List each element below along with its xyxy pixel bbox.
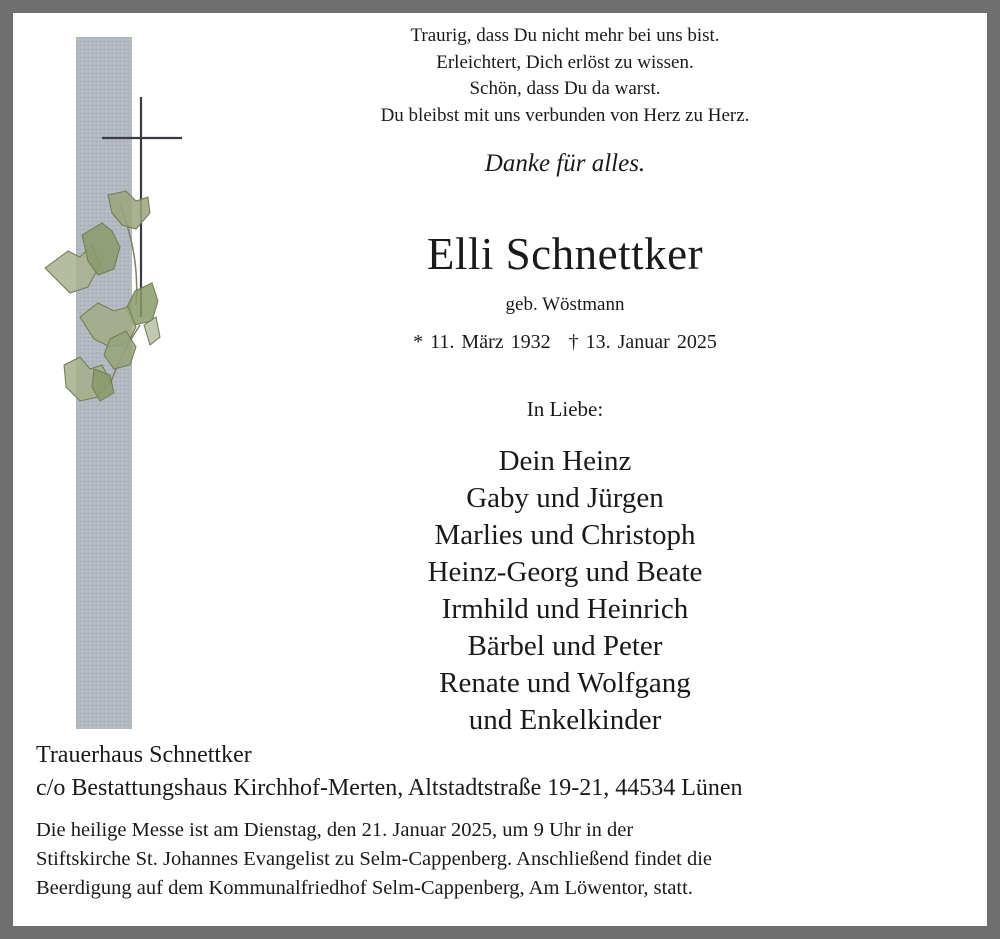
poem-line: Du bleibst mit uns verbunden von Herz zu Herz. (380, 104, 750, 126)
life-dates (200, 331, 930, 354)
service-line: Beerdigung auf dem Kommunalfriedhof Selm-Cappenberg, Am Löwentor, statt. (36, 877, 693, 899)
death-date: † 13. Januar 2025 (568, 331, 717, 353)
deceased-name: Elli Schnettker (426, 229, 704, 279)
mourning-house-title: Trauerhaus Schnettker (36, 742, 252, 768)
mourner: Dein Heinz (498, 445, 632, 477)
in-love-heading: In Liebe: (526, 397, 604, 421)
service-info (36, 816, 976, 903)
mourner: Heinz-Georg und Beate (427, 556, 703, 588)
mourner: Renate und Wolfgang (439, 667, 691, 699)
poem-line: Traurig, dass Du nicht mehr bei uns bist. (410, 25, 720, 46)
mourner: Bärbel und Peter (467, 630, 663, 662)
mourning-house (36, 739, 976, 805)
mourners-list (200, 443, 930, 739)
thanks-line: Danke für alles. (484, 150, 646, 177)
mourning-house-address: c/o Bestattungshaus Kirchhof-Merten, Altstadtstraße 19-21, 44534 Lünen (36, 775, 743, 801)
mourner: Marlies und Christoph (434, 519, 696, 551)
birth-date: * 11. März 1932 (413, 331, 551, 353)
mourner: Gaby und Jürgen (466, 482, 664, 514)
service-line: Stiftskirche St. Johannes Evangelist zu Selm-Cappenberg. Anschließend findet die (36, 848, 712, 870)
service-line: Die heilige Messe ist am Dienstag, den 21. Januar 2025, um 9 Uhr in der (36, 819, 634, 841)
birth-name: geb. Wöstmann (505, 294, 625, 315)
mourner: Irmhild und Heinrich (441, 593, 689, 625)
poem-line: Erleichtert, Dich erlöst zu wissen. (436, 51, 694, 73)
mourner: und Enkelkinder (468, 704, 662, 736)
poem-line: Schön, dass Du da warst. (469, 78, 661, 99)
cross-with-ivy-icon (40, 25, 210, 730)
poem (200, 23, 930, 129)
